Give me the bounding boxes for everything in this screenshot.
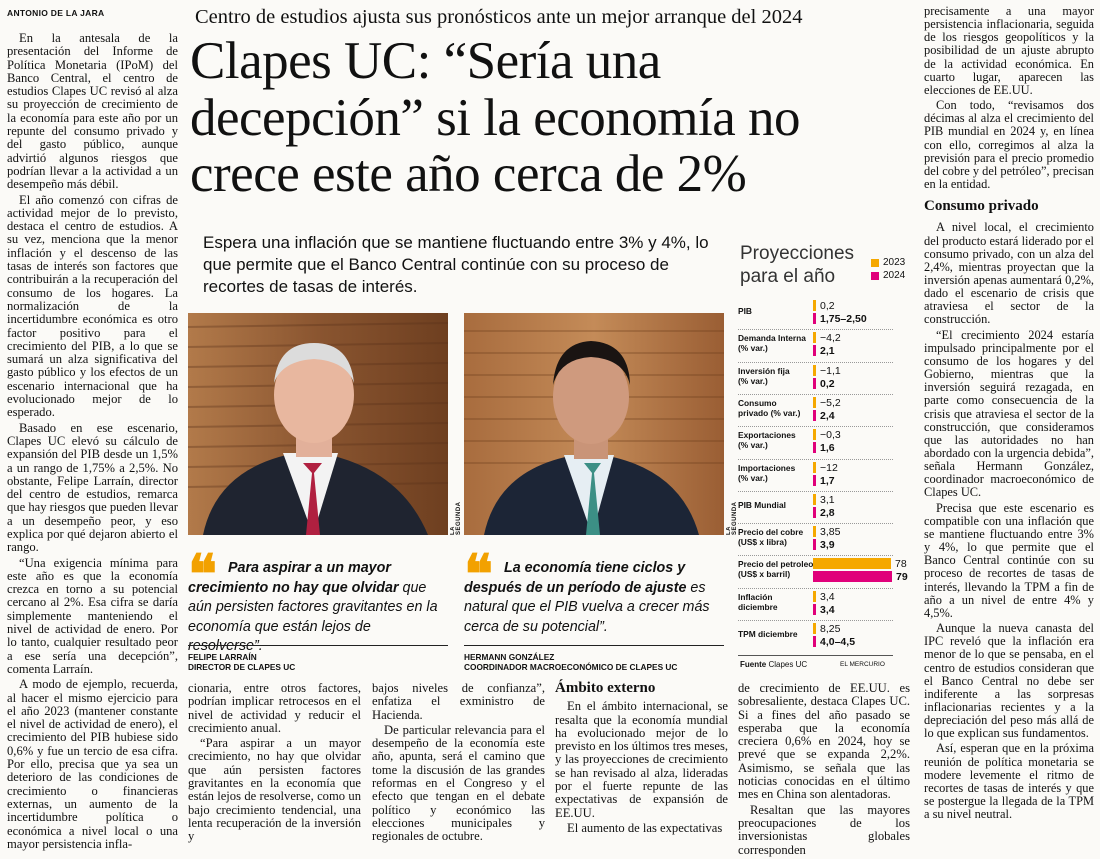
chart-title-line: Proyecciones [740,243,855,264]
pull-quote-larrain [188,559,448,657]
bar-2023-7 [813,526,816,537]
bar-2024-3 [813,410,816,421]
value-label-2023: 3,1 [820,493,835,506]
row-label [738,500,786,510]
paragraph: En el ámbito internacional, se resalta que la economía mundial ha evolucionado mejor de lo previsto en los últimos tres meses, y las proyecciones de crecimiento se han revisado al alza, lideradas por el fuerte repunte de las expectativas de expansión de EE.UU. [555,699,728,820]
paragraph: precisamente a una mayor persistencia inflacionaria, seguida de los riesgos geopolíticos y la posibilidad de un ajuste abrupto de la actividad económica. En cuarto lugar, aparecen las elecciones de EE.UU. [924,4,1094,97]
row-label-line: privado (% var.) [738,407,801,418]
bar-2023-4 [813,429,816,440]
row-label-line: PIB Mundial [738,499,786,510]
value-label-2023: −0,3 [820,429,841,442]
section-subhead: Consumo privado [924,198,1039,215]
chart-source [740,660,807,669]
legend-swatch [871,272,879,280]
value-label-2023: 8,25 [820,623,841,635]
bar-2024-10 [813,636,816,647]
value-label-2023: −1,1 [820,364,841,377]
pull-quote-gonzalez [464,559,724,637]
value-label-2024: 3,9 [820,539,835,552]
value-label-2023: −12 [820,461,838,474]
row-label [738,629,798,639]
row-separator [738,362,893,363]
bar-2024-6 [813,507,816,518]
quote-attribution [464,652,677,672]
article-column-5 [738,682,910,859]
paragraph: bajos niveles de confianza”, enfatiza el exministro de Hacienda. [372,681,545,722]
speaker-role: COORDINADOR MACROECONÓMICO DE CLAPES UC [464,662,678,672]
bar-2024-8 [813,571,892,582]
headline-line: crece este año cerca de 2% [190,145,747,203]
row-label-line: Exportaciones [738,430,796,441]
portrait-illustration [464,313,724,535]
paragraph: de crecimiento de EE.UU. es sobresaliente, destaca Clapes UC. Si a fines del año pasado se esperaba que la economía creciera 0,6% en 2024, hoy se prevé que se expanda 2,2%. Asimismo, se señala que las noticias conocidas en el último mes en China son alentadoras. [738,681,910,802]
value-label-2024: 79 [896,571,908,584]
bar-2023-2 [813,365,816,376]
quote-divider [188,645,448,646]
row-label-line: (% var.) [738,343,768,354]
row-label-line: Precio del petroleo [738,559,814,570]
paragraph: Aunque la nueva canasta del IPC reveló que la inflación era menor de lo que se pensaba, en el centro de estudios consideran que el Banco Central no debe ser indiferente a las sorpresas inflacionarias recientes y a la depreciación del peso más allá de lo que explican sus fundamentos. [924,621,1094,741]
row-label [738,398,800,418]
byline: ANTONIO DE LA JARA [7,8,105,18]
row-separator [738,588,893,589]
row-separator [738,394,893,395]
row-separator [738,523,893,524]
quote-divider [464,645,724,646]
row-label-line: (% var.) [738,440,768,451]
row-separator [738,459,893,460]
paragraph: “El crecimiento 2024 estaría impulsado principalmente por el consumo de los hogares y del Gobierno, mientras que la inversión seguirá rezagada, en parte como consecuencia de la crisis que atraviesa el sector de la construcción, que consideramos que las autoridades no han abordado con la urgencia debida”, señala Hermann González, coordinador macroeconómico de Clapes UC. [924,327,1094,500]
row-separator [738,555,893,556]
row-separator [738,329,893,330]
paragraph: El año comenzó con cifras de actividad mejor de lo previsto, destaca el centro de estudios. A su vez, menciona que la menor inflación y el descenso de las tasas de interés son factores que contribuirán a la recuperación del consumo de los hogares. La normalización de la incertidumbre económica es otro factor positivo para el crecimiento del PIB, a lo que se sumará un alza significativa del gasto público y los efectos de un escenario internacional que ha evolucionado mejor de lo esperado. [7,192,178,420]
bar-2023-10 [813,623,816,634]
paragraph: cionaria, entre otros factores, podrían implicar retrocesos en el nivel de actividad y reducir el crecimiento anual. [188,681,361,735]
quote-bold: Para aspirar a un mayor crecimiento no hay que olvidar [188,560,399,596]
legend-item-2024 [871,270,905,281]
bar-2023-3 [813,397,816,408]
row-label-line: (% var.) [738,375,768,386]
row-label [738,333,806,353]
headline-line: Clapes UC: “Sería una [190,32,661,90]
bar-2024-4 [813,442,816,453]
article-column-3 [372,682,545,846]
legend-label: 2024 [883,270,906,281]
row-label [738,592,778,612]
bar-2024-2 [813,378,816,389]
row-label [738,366,790,386]
bar-2023-1 [813,332,816,343]
headline-line: decepción” si la economía no [190,88,800,147]
value-label-2024: 2,1 [820,345,835,358]
quote-rest: es natural que el PIB vuelva a crecer más cerca de su potencial”. [464,579,710,635]
row-label [738,559,813,579]
row-label-line: Consumo [738,397,777,408]
value-label-2024: 1,7 [820,474,835,487]
bar-2023-8 [813,558,891,569]
value-label-2024: 2,8 [820,506,835,519]
row-label-line: Inflación [738,591,773,602]
value-label-2023: −4,2 [820,332,841,345]
paragraph: En la antesala de la presentación del Informe de Política Monetaria (IPoM) del Banco Central, el centro de estudios Clapes UC revisó al alza su proyección de crecimiento de la economía para este año por un repunte del consumo privado y del gasto público, aunque advirtió algunos riesgos que podrían llevar a la actividad a un desempeño más débil. [7,31,178,192]
bar-2024-0 [813,313,816,324]
value-label-2023: −5,2 [820,396,841,409]
photo-felipe-larrain [188,313,448,535]
quote-rest: que aún persisten factores gravitantes en la economía que están lejos de resolverse”. [188,579,438,655]
value-label-2024: 1,75–2,50 [820,313,867,325]
paragraph: El aumento de las expectativas [567,820,723,835]
headline [190,33,800,203]
row-label-line: Inversión fija [738,365,790,376]
chart-legend [871,257,905,281]
speaker-role: DIRECTOR DE CLAPES UC [188,662,296,672]
article-column-1 [7,32,178,853]
value-label-2024: 4,0–4,5 [820,636,856,648]
article-column-4 [555,682,728,837]
bar-2024-9 [813,604,816,615]
speaker-name: FELIPE LARRAÍN [188,652,257,662]
value-label-2024: 3,4 [820,603,835,616]
article-column-2 [188,682,361,846]
bar-2023-5 [813,462,816,473]
bar-2023-0 [813,300,816,311]
chart-title [740,242,854,288]
paragraph: Así, esperan que en la próxima reunión de política monetaria se modere levemente el ritmo de recortes de tasas de interés y que se postergue la llegada de la TPM a su nivel neutral. [924,741,1094,822]
row-label [738,306,752,316]
value-label-2024: 0,2 [820,377,835,390]
kicker: Centro de estudios ajusta sus pronósticos ante un mejor arranque del 2024 [195,6,803,28]
source-value: Clapes UC [768,660,808,669]
legend-label: 2023 [883,257,906,268]
speaker-name: HERMANN GONZÁLEZ [464,652,555,662]
row-label-line: TPM diciembre [738,629,798,639]
row-label-line: Demanda Interna [738,333,806,344]
row-label-line: Precio del cobre [738,527,804,538]
value-label-2024: 2,4 [820,409,835,422]
paragraph: A modo de ejemplo, recuerda, al hacer el mismo ejercicio para el año 2023 (mantener constante el nivel de actividad de enero), el crecimiento del PIB hubiese sido 0,6% y fue un tercio de esa cifra. Por ello, precisa que ya sea un deterioro de las condiciones de crecimiento o financieras externas, un aumento de la incertidumbre política o económica a nivel local o una mayor persistencia infla- [7,677,178,851]
quote-attribution [188,652,295,672]
photo-hermann-gonzalez [464,313,724,535]
row-label-line: PIB [738,306,752,316]
paragraph: Precisa que este escenario es compatible con una inflación que se mantiene fluctuando entre 3% y 4%, lo que permite que el Banco Central continúe con su proceso de recortes de tasas de interés, llevando la TPM a fin de año a un nivel de entre 4% y 4,5%. [924,500,1094,620]
paragraph: Basado en ese escenario, Clapes UC elevó su cálculo de expansión del PIB desde un 1,5% a un rango de 1,75% a 2,5%. No obstante, Felipe Larraín, director del centro de estudios, remarca que hay riesgos que pueden llevar a un desempeño peor, y eso explica por qué dejaron abierto el rango. [7,420,179,555]
quote-mark-icon: ❝ [188,545,218,605]
row-label-line: (% var.) [738,472,768,483]
row-label [738,463,795,483]
chart-title-line: para el año [740,266,836,287]
value-label-2024: 1,6 [820,442,835,455]
source-label: Fuente [740,660,767,669]
portrait-illustration [188,313,448,535]
bar-2024-1 [813,345,816,356]
value-label-2023: 3,4 [820,590,835,603]
chart-publisher: EL MERCURIO [840,661,885,668]
paragraph: De particular relevancia para el desempeño de la economía este año, apunta, será el camino que tome la discusión de las grandes reformas en el Congreso y el efecto que tengan en el debate político y económico las elecciones municipales y regionales de octubre. [372,722,545,844]
row-label-line: diciembre [738,601,778,612]
chart-bottom-rule [738,655,893,656]
row-label-line: (US$ x barril) [738,569,791,580]
paragraph: “Una exigencia mínima para este año es que la economía crezca en torno a su potencial cercano al 2%. Esa cifra se daría simplemente manteniendo el nivel de actividad de enero. Por lo tanto, cualquier resultado peor a ese sería una decepción”, comenta Larraín. [7,555,178,676]
paragraph: A nivel local, el crecimiento del producto estará liderado por el consumo privado, con un alza del 2,4%, mientras proyectan que la inversión apenas aumentará 0,2%, dado el escenario de crisis que atraviesa el sector de la construcción. [924,220,1094,327]
value-label-2023: 0,2 [820,300,835,312]
paragraph: Resaltan que las mayores preocupaciones de los inversionistas globales corresponden [738,802,910,857]
row-separator [738,426,893,427]
row-label-line: (US$ x libra) [738,537,787,548]
row-label-line: Importaciones [738,462,796,473]
value-label-2023: 3,85 [820,526,841,539]
row-label [738,527,803,547]
row-separator [738,491,893,492]
row-separator [738,620,893,621]
article-column-6 [924,5,1094,823]
bar-2023-6 [813,494,816,505]
section-subhead: Ámbito externo [555,680,656,696]
quote-mark-icon: ❝ [464,545,494,605]
paragraph: “Para aspirar a un mayor crecimiento, no hay que olvidar que aún persisten factores gravitantes en la economía que están lejos de resolverse, como un bajo crecimiento tendencial, una lenta recuperación de la inversión y [188,736,361,844]
legend-item-2023 [871,257,905,268]
deck: Espera una inflación que se mantiene fluctuando entre 3% y 4%, lo que permite que el Banco Central continúe con su proceso de recortes de tasas de interés. [203,233,709,296]
photo-credit: LA SEGUNDA [726,501,738,535]
row-label [738,430,796,450]
paragraph: Con todo, “revisamos dos décimas al alza el crecimiento del PIB mundial en 2024 y, en línea con ello, corregimos al alza la previsión para el precio promedio del cobre y del petróleo”, precisan en la entidad. [924,98,1094,192]
photo-credit: LA SEGUNDA [450,501,462,535]
legend-swatch [871,259,879,267]
value-label-2023: 78 [895,558,907,571]
bar-2024-5 [813,475,816,486]
bar-2023-9 [813,591,816,602]
bar-2024-7 [813,539,816,550]
quote-bold: La economía tiene ciclos y después de un período de ajuste [464,560,687,596]
